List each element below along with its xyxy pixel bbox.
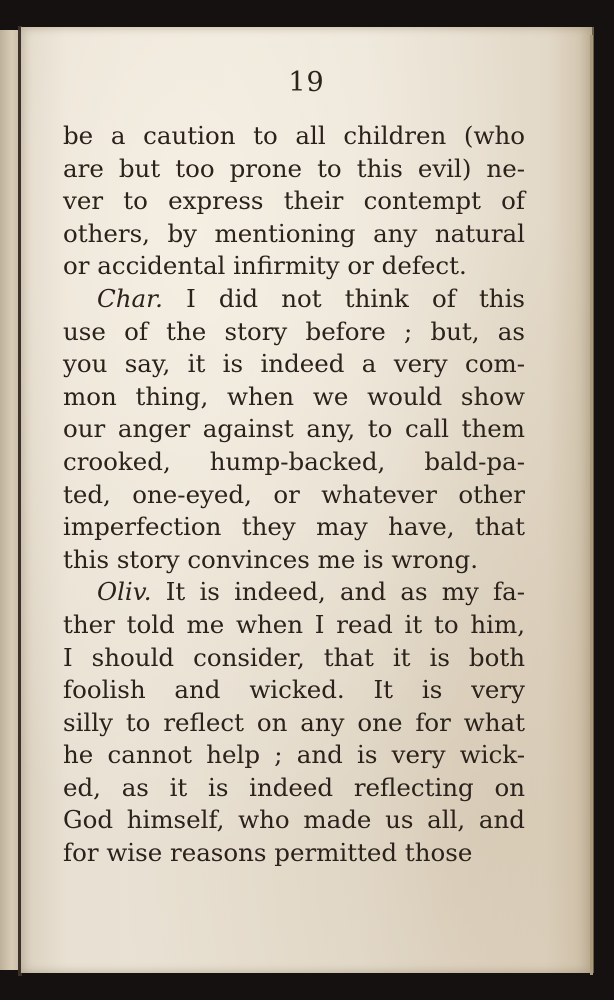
line-text: foolish and wicked. It is very — [63, 675, 525, 705]
text-line — [63, 739, 525, 772]
text-line — [63, 283, 525, 316]
text-line — [63, 707, 525, 740]
speaker-name: Oliv. — [97, 577, 152, 607]
line-text: be a caution to all children (who — [63, 121, 525, 150]
line-text: imperfection they may have, that — [63, 512, 525, 542]
page-number: 19 — [288, 67, 325, 98]
text-line — [63, 413, 525, 446]
text-line — [63, 185, 525, 218]
text-line — [63, 446, 525, 479]
line-text: silly to reflect on any one for what — [63, 707, 525, 737]
text-line — [63, 250, 525, 283]
line-text: mon thing, when we would show — [63, 381, 525, 411]
line-text: our anger against any, to call them — [63, 414, 525, 444]
text-line — [63, 642, 525, 675]
line-text: you say, it is indeed a very com- — [63, 349, 525, 379]
line-text: God himself, who made us all, and — [63, 805, 525, 835]
line-text: ver to express their contempt of — [63, 186, 525, 216]
text-line — [63, 609, 525, 642]
line-text: ed, as it is indeed reflecting on — [63, 772, 525, 802]
text-line — [63, 479, 525, 512]
line-text: use of the story before ; but, as — [63, 316, 525, 346]
page-text — [63, 120, 525, 870]
line-text: It is indeed, and as my fa- — [151, 577, 525, 607]
line-text: are but too prone to this evil) ne- — [63, 153, 525, 183]
book-page — [21, 27, 594, 973]
text-line — [63, 674, 525, 707]
text-line — [63, 348, 525, 381]
text-line — [63, 316, 525, 349]
text-line — [63, 381, 525, 414]
page-edge-shadow — [590, 35, 593, 975]
line-text: this story convinces me is wrong. — [63, 544, 479, 574]
line-text: for wise reasons permitted those — [63, 838, 473, 868]
line-text: others, by mentioning any natural — [63, 218, 525, 248]
speaker-name: Char. — [97, 283, 163, 313]
text-line — [63, 576, 525, 609]
line-text: I did not think of this — [162, 283, 525, 313]
text-line — [63, 153, 525, 186]
line-text: crooked, hump-backed, bald-pa- — [63, 446, 525, 476]
line-text: I should consider, that it is both — [63, 642, 525, 672]
text-line — [63, 544, 525, 577]
line-text: ther told me when I read it to him, — [63, 609, 525, 639]
text-line — [63, 804, 525, 837]
text-line — [63, 837, 525, 870]
text-line — [63, 772, 525, 805]
text-line — [63, 511, 525, 544]
line-text: ted, one-eyed, or whatever other — [63, 479, 525, 509]
text-line — [63, 120, 525, 153]
line-text: he cannot help ; and is very wick- — [63, 740, 525, 770]
text-line — [63, 218, 525, 251]
line-text: or accidental infirmity or defect. — [63, 251, 467, 281]
